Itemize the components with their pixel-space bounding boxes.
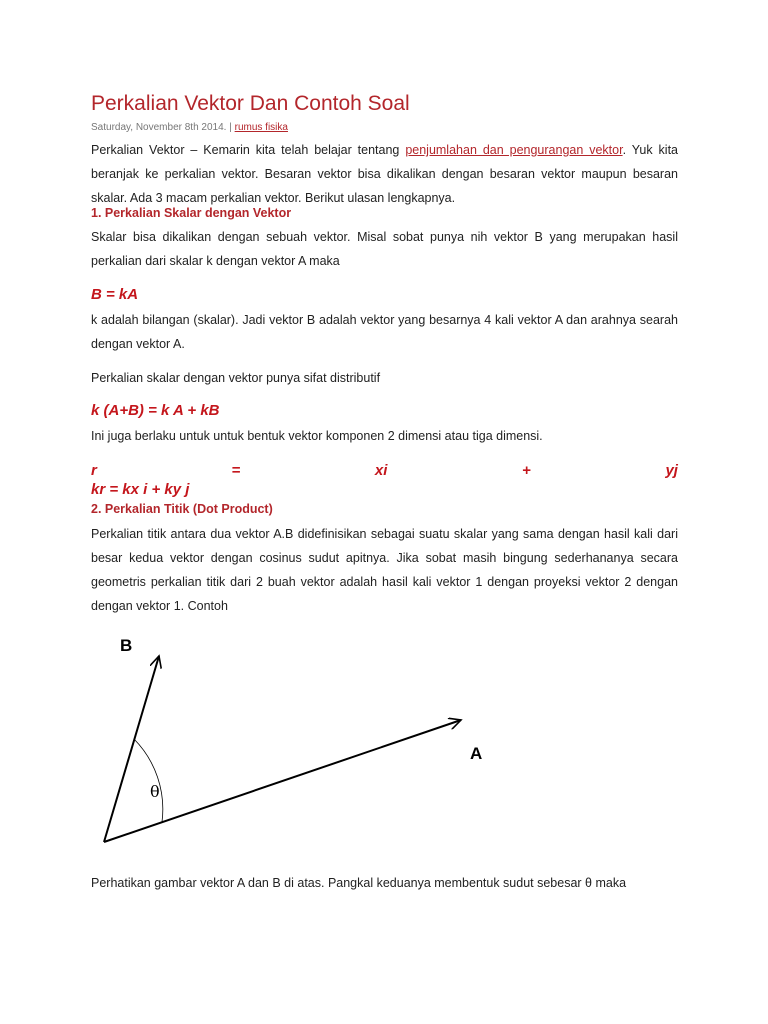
vector-b-arrow (104, 656, 159, 842)
label-b: B (120, 636, 133, 655)
formula-term: + (522, 462, 531, 479)
formula-term: r (91, 462, 97, 479)
formula-r-components (91, 462, 678, 479)
section1-paragraph-2: k adalah bilangan (skalar). Jadi vektor B adalah vektor yang besarnya 4 kali vektor A dan arahnya searah dengan vektor A. (91, 313, 678, 351)
section1-heading: 1. Perkalian Skalar dengan Vektor (91, 206, 292, 220)
formula-kr: kr = kx i + ky j (91, 481, 190, 498)
label-a: A (470, 744, 483, 763)
category-link[interactable]: rumus fisika (234, 122, 288, 133)
formula-term: xi (374, 462, 388, 479)
intro-text: Perkalian Vektor – Kemarin kita telah belajar tentang (91, 143, 406, 157)
intro-text-end: . Yuk kita beranjak ke perkalian vektor. Besaran vektor bisa dikalikan dengan besaran vektor maupun besaran skalar. Ada 3 macam perkalian vektor. Berikut ulasan lengkapnya. (91, 143, 679, 205)
label-theta: θ (150, 782, 160, 801)
page-title: Perkalian Vektor Dan Contoh Soal (91, 92, 410, 115)
formula-term: = (231, 462, 241, 479)
formula-b-ka: B = kA (91, 286, 139, 303)
angle-arc (134, 739, 163, 822)
section1-paragraph-1: Skalar bisa dikalikan dengan sebuah vektor. Misal sobat punya nih vektor B yang merupakan hasil perkalian dari skalar k dengan vektor A maka (91, 230, 678, 268)
vector-diagram (0, 620, 768, 860)
vector-a-arrow (104, 720, 461, 842)
section2-paragraph-1: Perkalian titik antara dua vektor A.B didefinisikan sebagai suatu skalar yang sama dengan hasil kali dari besar kedua vektor dengan cosinus sudut apitnya. Jika sobat masih bingung sederhananya secara geometris perkalian titik dari 2 buah vektor adalah hasil kali vektor 1 dengan proyeksi vektor 2 dengan dengan vektor 1. Contoh (91, 527, 678, 613)
post-meta (91, 122, 678, 133)
formula-term: yj (665, 462, 678, 479)
section2-heading: 2. Perkalian Titik (Dot Product) (91, 502, 273, 516)
section1-paragraph-4: Ini juga berlaku untuk untuk bentuk vektor komponen 2 dimensi atau tiga dimensi. (91, 429, 543, 443)
formula-distributive: k (A+B) = k A + kB (91, 402, 220, 419)
intro-paragraph (91, 138, 678, 210)
post-date: Saturday, November 8th 2014. | (91, 122, 235, 133)
section1-paragraph-3: Perkalian skalar dengan vektor punya sifat distributif (91, 371, 381, 385)
penjumlahan-link[interactable]: penjumlahan dan pengurangan vektor (405, 143, 623, 157)
section2-paragraph-2: Perhatikan gambar vektor A dan B di atas. Pangkal keduanya membentuk sudut sebesar θ maka (91, 876, 627, 890)
